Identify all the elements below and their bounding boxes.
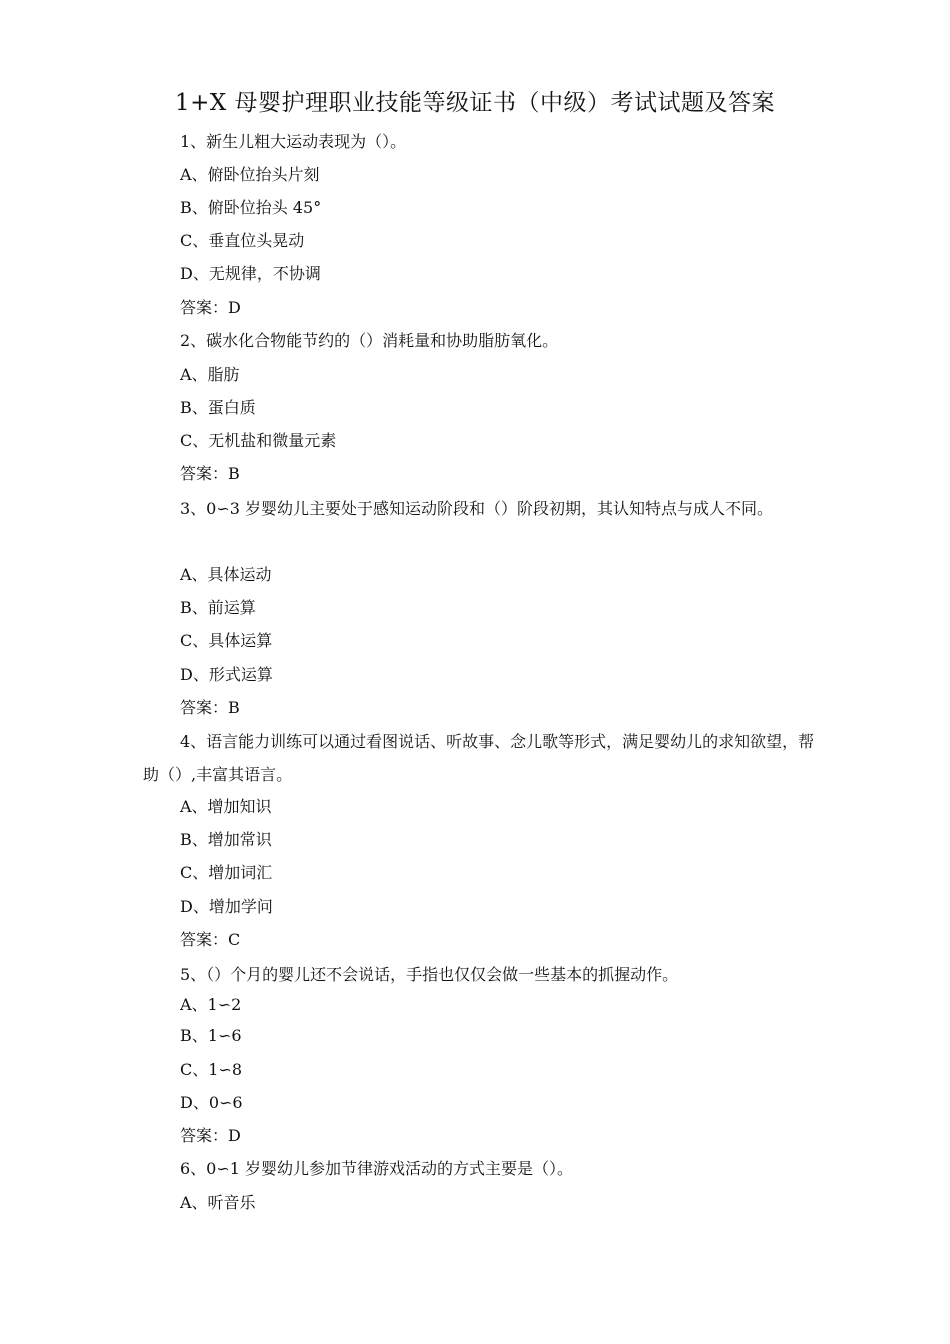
question-option: B、俯卧位抬头 45° — [180, 198, 322, 217]
question-answer: 答案：B — [180, 464, 240, 483]
question-option: D、增加学问 — [180, 897, 273, 916]
question-option: B、增加常识 — [180, 830, 272, 849]
question-stem: 2、碳水化合物能节约的（）消耗量和协助脂肪氧化。 — [180, 331, 559, 350]
question-stem: 6、0∽1 岁婴幼儿参加节律游戏活动的方式主要是（）。 — [180, 1159, 574, 1178]
question-option: B、蛋白质 — [180, 398, 256, 417]
question-option: D、0∽6 — [180, 1093, 243, 1112]
question-option: C、具体运算 — [180, 631, 273, 650]
question-option: B、前运算 — [180, 598, 256, 617]
question-option: A、增加知识 — [180, 797, 272, 816]
question-option: C、增加词汇 — [180, 863, 273, 882]
question-option: D、无规律，不协调 — [180, 264, 321, 283]
question-stem: 4、语言能力训练可以通过看图说话、听故事、念儿歌等形式，满足婴幼儿的求知欲望，帮助（）,丰富其语言。 — [143, 732, 815, 784]
question-stem: 1、新生儿粗大运动表现为（）。 — [180, 132, 407, 151]
question-option: A、俯卧位抬头片刻 — [180, 165, 320, 184]
question-option: A、1∽2 — [180, 995, 242, 1014]
question-option: C、垂直位头晃动 — [180, 231, 305, 250]
question-answer: 答案：C — [180, 930, 241, 949]
question-option: C、无机盐和微量元素 — [180, 431, 337, 450]
question-answer: 答案：D — [180, 1126, 241, 1145]
question-option: A、具体运动 — [180, 565, 272, 584]
question-option: B、1∽6 — [180, 1026, 242, 1045]
question-answer: 答案：B — [180, 698, 240, 717]
question-option: D、形式运算 — [180, 665, 273, 684]
question-answer: 答案：D — [180, 298, 241, 317]
question-option: C、1∽8 — [180, 1060, 243, 1079]
question-option: A、脂肪 — [180, 365, 240, 384]
question-option: A、听音乐 — [180, 1193, 256, 1212]
question-stem: 5、（）个月的婴儿还不会说话，手指也仅仅会做一些基本的抓握动作。 — [180, 965, 679, 984]
question-stem: 3、0∽3 岁婴幼儿主要处于感知运动阶段和（）阶段初期，其认知特点与成人不同。 — [180, 499, 774, 518]
document-title: 1+X 母婴护理职业技能等级证书（中级）考试试题及答案 — [174, 90, 776, 116]
